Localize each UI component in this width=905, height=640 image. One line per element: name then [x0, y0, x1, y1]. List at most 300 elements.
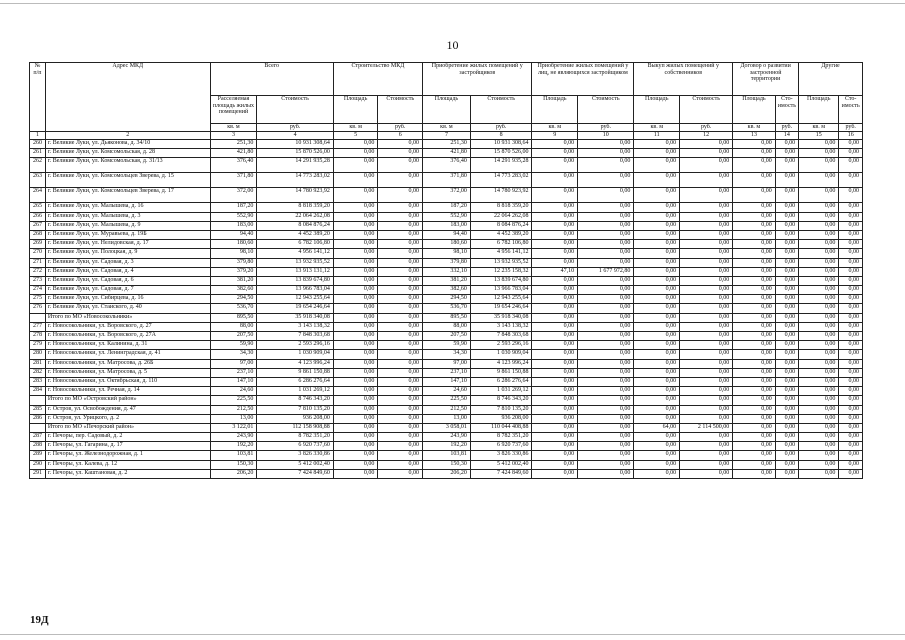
buyout-area: 0,00 [634, 249, 680, 258]
subheader-cost: Сто-имость [839, 96, 863, 124]
buyout-cost: 0,00 [680, 149, 733, 158]
buyout-cost: 0,00 [680, 350, 733, 359]
other-cost: 0,00 [839, 286, 863, 295]
non-developer-cost: 0,00 [578, 140, 634, 149]
table-row [30, 341, 863, 350]
developer-area: 552,90 [423, 212, 471, 221]
non-developer-cost: 0,00 [578, 442, 634, 451]
row-address: г. Новосокольники, ул. Речная, д. 14 [45, 387, 210, 396]
row-address: г. Печоры, пер. Садовый, д. 2 [45, 433, 210, 442]
scan-edge-bottom [0, 634, 905, 635]
row-address: г. Великие Луки, ул. Малышева, д. 3 [45, 212, 210, 221]
other-area: 0,00 [799, 377, 839, 386]
construction-cost: 0,00 [378, 173, 423, 188]
developer-cost: 7 424 849,60 [470, 469, 532, 478]
column-number: 9 [532, 132, 578, 140]
construction-cost: 0,00 [378, 332, 423, 341]
total-area: 379,80 [210, 258, 257, 267]
table-row [30, 286, 863, 295]
row-address: г. Великие Луки, ул. Комсомольская, д. 31/13 [45, 158, 210, 173]
total-area: 251,30 [210, 140, 257, 149]
row-address: г. Остров, ул. Урицкого, д. 2 [45, 414, 210, 423]
total-area: 376,40 [210, 158, 257, 173]
non-developer-cost: 0,00 [578, 414, 634, 423]
row-address: г. Печоры, ул. Железнодорожная, д. 1 [45, 451, 210, 460]
total-cost: 13 932 935,52 [257, 258, 333, 267]
row-number: 282 [30, 368, 46, 377]
total-area: 192,20 [210, 442, 257, 451]
total-cost: 4 956 141,12 [257, 249, 333, 258]
non-developer-area: 47,10 [532, 267, 578, 276]
row-number: 267 [30, 221, 46, 230]
other-cost: 0,00 [839, 188, 863, 203]
total-area: 237,10 [210, 368, 257, 377]
row-number: 286 [30, 414, 46, 423]
developer-area: 59,90 [423, 341, 471, 350]
non-developer-cost: 0,00 [578, 295, 634, 304]
header-num: № п/п [30, 63, 46, 132]
buyout-cost: 0,00 [680, 240, 733, 249]
table-row [30, 414, 863, 423]
non-developer-cost: 0,00 [578, 322, 634, 331]
contract-cost: 0,00 [775, 368, 798, 377]
construction-area: 0,00 [333, 350, 378, 359]
table-row [30, 249, 863, 258]
non-developer-cost: 0,00 [578, 368, 634, 377]
buyout-area: 0,00 [634, 460, 680, 469]
table-row [30, 276, 863, 285]
total-cost: 14 773 283,02 [257, 173, 333, 188]
buyout-cost: 0,00 [680, 469, 733, 478]
row-address: г. Великие Луки, ул. Муравьева, д. 19Б [45, 230, 210, 239]
other-area: 0,00 [799, 433, 839, 442]
contract-cost: 0,00 [775, 212, 798, 221]
total-cost: 6 782 106,80 [257, 240, 333, 249]
buyout-cost: 0,00 [680, 188, 733, 203]
row-number: 287 [30, 433, 46, 442]
contract-cost: 0,00 [775, 203, 798, 212]
construction-area: 0,00 [333, 322, 378, 331]
non-developer-cost: 0,00 [578, 221, 634, 230]
table-row [30, 387, 863, 396]
table-row [30, 212, 863, 221]
buyout-area: 0,00 [634, 332, 680, 341]
other-cost: 0,00 [839, 173, 863, 188]
total-cost: 14 291 935,28 [257, 158, 333, 173]
non-developer-cost: 0,00 [578, 158, 634, 173]
construction-area: 0,00 [333, 267, 378, 276]
row-number: 290 [30, 460, 46, 469]
row-address: Итого по МО «Островский район» [45, 396, 210, 405]
developer-area: 207,50 [423, 332, 471, 341]
row-number: 269 [30, 240, 46, 249]
contract-area: 0,00 [733, 158, 775, 173]
non-developer-area: 0,00 [532, 451, 578, 460]
subheader-cost: Стоимость [680, 96, 733, 124]
buyout-cost: 0,00 [680, 304, 733, 313]
non-developer-area: 0,00 [532, 359, 578, 368]
non-developer-cost: 0,00 [578, 460, 634, 469]
subheader-cost: Стоимость [578, 96, 634, 124]
non-developer-area: 0,00 [532, 258, 578, 267]
column-number: 11 [634, 132, 680, 140]
buyout-area: 0,00 [634, 276, 680, 285]
contract-area: 0,00 [733, 350, 775, 359]
table-row [30, 140, 863, 149]
row-number: 260 [30, 140, 46, 149]
header-total: Всего [210, 63, 333, 96]
developer-area: 895,50 [423, 313, 471, 322]
row-address: г. Новосокольники, ул. Воровского, д. 27А [45, 332, 210, 341]
non-developer-area: 0,00 [532, 276, 578, 285]
non-developer-area: 0,00 [532, 377, 578, 386]
buyout-area: 0,00 [634, 212, 680, 221]
buyout-area: 0,00 [634, 173, 680, 188]
unit-area: кв. м [634, 124, 680, 132]
other-area: 0,00 [799, 276, 839, 285]
other-area: 0,00 [799, 304, 839, 313]
column-number: 1 [30, 132, 46, 140]
unit-rub: руб. [680, 124, 733, 132]
total-area: 150,30 [210, 460, 257, 469]
non-developer-area: 0,00 [532, 173, 578, 188]
contract-cost: 0,00 [775, 405, 798, 414]
non-developer-cost: 0,00 [578, 258, 634, 267]
non-developer-cost: 0,00 [578, 249, 634, 258]
developer-cost: 6 920 737,60 [470, 442, 532, 451]
developer-cost: 19 654 246,64 [470, 304, 532, 313]
non-developer-area: 0,00 [532, 295, 578, 304]
contract-cost: 0,00 [775, 332, 798, 341]
other-cost: 0,00 [839, 423, 863, 432]
developer-cost: 4 956 141,12 [470, 249, 532, 258]
contract-area: 0,00 [733, 423, 775, 432]
other-area: 0,00 [799, 313, 839, 322]
other-area: 0,00 [799, 158, 839, 173]
row-number: 264 [30, 188, 46, 203]
other-cost: 0,00 [839, 350, 863, 359]
other-area: 0,00 [799, 350, 839, 359]
other-cost: 0,00 [839, 368, 863, 377]
contract-cost: 0,00 [775, 359, 798, 368]
table-row [30, 433, 863, 442]
developer-cost: 8 782 351,20 [470, 433, 532, 442]
other-area: 0,00 [799, 140, 839, 149]
contract-cost: 0,00 [775, 267, 798, 276]
construction-area: 0,00 [333, 368, 378, 377]
developer-cost: 12 235 158,32 [470, 267, 532, 276]
non-developer-cost: 0,00 [578, 396, 634, 405]
non-developer-area: 0,00 [532, 368, 578, 377]
table-row [30, 158, 863, 173]
other-area: 0,00 [799, 359, 839, 368]
column-number: 2 [45, 132, 210, 140]
construction-cost: 0,00 [378, 387, 423, 396]
row-address: г. Новосокольники, ул. Матросова, д. 5 [45, 368, 210, 377]
total-cost: 15 870 526,00 [257, 149, 333, 158]
buyout-cost: 0,00 [680, 405, 733, 414]
row-number: 270 [30, 249, 46, 258]
other-cost: 0,00 [839, 414, 863, 423]
developer-cost: 14 773 283,02 [470, 173, 532, 188]
non-developer-cost: 0,00 [578, 173, 634, 188]
row-address: г. Великие Луки, ул. Комсомольцев Зверева, д. 17 [45, 188, 210, 203]
non-developer-area: 0,00 [532, 414, 578, 423]
other-area: 0,00 [799, 221, 839, 230]
non-developer-cost: 0,00 [578, 377, 634, 386]
row-address: г. Великие Луки, ул. Комсомольская, д. 28 [45, 149, 210, 158]
total-area: 147,10 [210, 377, 257, 386]
construction-area: 0,00 [333, 276, 378, 285]
non-developer-area: 0,00 [532, 341, 578, 350]
other-area: 0,00 [799, 188, 839, 203]
construction-area: 0,00 [333, 460, 378, 469]
row-number: 278 [30, 332, 46, 341]
construction-area: 0,00 [333, 423, 378, 432]
contract-cost: 0,00 [775, 149, 798, 158]
contract-area: 0,00 [733, 451, 775, 460]
total-cost: 4 123 996,24 [257, 359, 333, 368]
non-developer-area: 0,00 [532, 423, 578, 432]
other-area: 0,00 [799, 267, 839, 276]
developer-area: 192,20 [423, 442, 471, 451]
subheader-resettled-area: Расселяемая площадь жилых помещений [210, 96, 257, 124]
row-number: 289 [30, 451, 46, 460]
contract-area: 0,00 [733, 140, 775, 149]
total-cost: 7 848 303,68 [257, 332, 333, 341]
contract-cost: 0,00 [775, 221, 798, 230]
construction-area: 0,00 [333, 258, 378, 267]
other-area: 0,00 [799, 258, 839, 267]
buyout-cost: 0,00 [680, 286, 733, 295]
total-cost: 3 826 330,86 [257, 451, 333, 460]
construction-area: 0,00 [333, 451, 378, 460]
contract-cost: 0,00 [775, 295, 798, 304]
buyout-area: 0,00 [634, 240, 680, 249]
construction-cost: 0,00 [378, 203, 423, 212]
row-address: Итого по МО «Новосокольники» [45, 313, 210, 322]
row-address: г. Великие Луки, ул. Дьяконова, д. 34/10 [45, 140, 210, 149]
page-number: 10 [446, 38, 459, 52]
other-area: 0,00 [799, 332, 839, 341]
construction-area: 0,00 [333, 221, 378, 230]
column-number: 4 [257, 132, 333, 140]
construction-area: 0,00 [333, 158, 378, 173]
subheader-area: Площадь [532, 96, 578, 124]
total-area: 371,80 [210, 173, 257, 188]
buyout-cost: 0,00 [680, 276, 733, 285]
unit-area: кв. м [423, 124, 471, 132]
row-address: г. Великие Луки, ул. Садовая, д. 4 [45, 267, 210, 276]
construction-cost: 0,00 [378, 230, 423, 239]
other-cost: 0,00 [839, 332, 863, 341]
total-area: 180,60 [210, 240, 257, 249]
contract-area: 0,00 [733, 221, 775, 230]
construction-area: 0,00 [333, 313, 378, 322]
contract-cost: 0,00 [775, 387, 798, 396]
contract-area: 0,00 [733, 203, 775, 212]
row-address: г. Остров, ул. Освобождения, д. 47 [45, 405, 210, 414]
buyout-cost: 0,00 [680, 140, 733, 149]
contract-area: 0,00 [733, 433, 775, 442]
non-developer-area: 0,00 [532, 304, 578, 313]
buyout-area: 0,00 [634, 258, 680, 267]
construction-area: 0,00 [333, 405, 378, 414]
buyout-area: 0,00 [634, 140, 680, 149]
non-developer-cost: 0,00 [578, 332, 634, 341]
buyout-cost: 0,00 [680, 158, 733, 173]
construction-cost: 0,00 [378, 276, 423, 285]
non-developer-cost: 0,00 [578, 276, 634, 285]
subheader-cost: Стоимость [470, 96, 532, 124]
buyout-cost: 0,00 [680, 249, 733, 258]
contract-cost: 0,00 [775, 286, 798, 295]
construction-area: 0,00 [333, 304, 378, 313]
table-row [30, 332, 863, 341]
subheader-area: Площадь [634, 96, 680, 124]
non-developer-cost: 0,00 [578, 149, 634, 158]
table-row [30, 203, 863, 212]
non-developer-area: 0,00 [532, 322, 578, 331]
non-developer-area: 0,00 [532, 469, 578, 478]
developer-cost: 4 452 389,20 [470, 230, 532, 239]
construction-area: 0,00 [333, 469, 378, 478]
developer-area: 98,10 [423, 249, 471, 258]
row-number: 288 [30, 442, 46, 451]
contract-cost: 0,00 [775, 188, 798, 203]
total-cost: 6 286 276,64 [257, 377, 333, 386]
non-developer-cost: 0,00 [578, 423, 634, 432]
total-area: 59,90 [210, 341, 257, 350]
total-cost: 1 031 269,12 [257, 387, 333, 396]
buyout-cost: 0,00 [680, 173, 733, 188]
other-cost: 0,00 [839, 460, 863, 469]
non-developer-cost: 0,00 [578, 240, 634, 249]
construction-cost: 0,00 [378, 258, 423, 267]
other-cost: 0,00 [839, 203, 863, 212]
developer-area: 332,10 [423, 267, 471, 276]
construction-cost: 0,00 [378, 221, 423, 230]
construction-cost: 0,00 [378, 249, 423, 258]
construction-cost: 0,00 [378, 359, 423, 368]
total-area: 88,00 [210, 322, 257, 331]
contract-area: 0,00 [733, 240, 775, 249]
contract-area: 0,00 [733, 322, 775, 331]
developer-cost: 1 031 269,12 [470, 387, 532, 396]
total-cost: 22 064 262,08 [257, 212, 333, 221]
non-developer-area: 0,00 [532, 433, 578, 442]
total-area: 98,10 [210, 249, 257, 258]
unit-area: кв. м [733, 124, 775, 132]
buyout-cost: 0,00 [680, 332, 733, 341]
developer-cost: 4 123 996,24 [470, 359, 532, 368]
contract-area: 0,00 [733, 368, 775, 377]
other-area: 0,00 [799, 387, 839, 396]
other-cost: 0,00 [839, 387, 863, 396]
total-cost: 936 208,00 [257, 414, 333, 423]
row-address: г. Печоры, ул. Каштановая, д. 2 [45, 469, 210, 478]
construction-area: 0,00 [333, 230, 378, 239]
buyout-area: 0,00 [634, 433, 680, 442]
other-area: 0,00 [799, 149, 839, 158]
non-developer-area: 0,00 [532, 158, 578, 173]
row-number: 261 [30, 149, 46, 158]
total-cost: 12 943 255,64 [257, 295, 333, 304]
buyout-area: 0,00 [634, 396, 680, 405]
contract-area: 0,00 [733, 332, 775, 341]
contract-area: 0,00 [733, 414, 775, 423]
other-area: 0,00 [799, 249, 839, 258]
total-cost: 8 818 359,20 [257, 203, 333, 212]
header-other: Другие [799, 63, 863, 96]
construction-area: 0,00 [333, 332, 378, 341]
developer-cost: 8 746 343,20 [470, 396, 532, 405]
column-number: 16 [839, 132, 863, 140]
non-developer-area: 0,00 [532, 396, 578, 405]
non-developer-area: 0,00 [532, 221, 578, 230]
non-developer-area: 0,00 [532, 442, 578, 451]
total-area: 207,50 [210, 332, 257, 341]
other-cost: 0,00 [839, 396, 863, 405]
buyout-area: 0,00 [634, 405, 680, 414]
developer-cost: 7 810 135,20 [470, 405, 532, 414]
subheader-area: Площадь [799, 96, 839, 124]
row-number: 262 [30, 158, 46, 173]
other-cost: 0,00 [839, 442, 863, 451]
construction-cost: 0,00 [378, 350, 423, 359]
construction-area: 0,00 [333, 359, 378, 368]
construction-area: 0,00 [333, 433, 378, 442]
total-area: 97,00 [210, 359, 257, 368]
buyout-cost: 0,00 [680, 221, 733, 230]
construction-area: 0,00 [333, 442, 378, 451]
buyout-cost: 0,00 [680, 341, 733, 350]
construction-cost: 0,00 [378, 460, 423, 469]
developer-area: 243,90 [423, 433, 471, 442]
construction-area: 0,00 [333, 396, 378, 405]
developer-cost: 2 593 296,16 [470, 341, 532, 350]
header-contract: Договор о развитии застроенной территории [733, 63, 799, 96]
table-row [30, 149, 863, 158]
non-developer-cost: 0,00 [578, 387, 634, 396]
developer-area: 237,10 [423, 368, 471, 377]
other-cost: 0,00 [839, 240, 863, 249]
column-number: 6 [378, 132, 423, 140]
row-address: г. Новосокольники, ул. Воровского, д. 27 [45, 322, 210, 331]
row-number: 273 [30, 276, 46, 285]
total-area: 421,80 [210, 149, 257, 158]
row-address: г. Великие Луки, ул. Садовая, д. 3 [45, 258, 210, 267]
other-area: 0,00 [799, 341, 839, 350]
total-area: 34,30 [210, 350, 257, 359]
non-developer-cost: 0,00 [578, 286, 634, 295]
other-area: 0,00 [799, 230, 839, 239]
subheader-cost: Стоимость [378, 96, 423, 124]
row-number: 272 [30, 267, 46, 276]
row-address: г. Новосокольники, ул. Матросова, д. 26Б [45, 359, 210, 368]
contract-area: 0,00 [733, 276, 775, 285]
table-row [30, 350, 863, 359]
developer-cost: 110 044 408,88 [470, 423, 532, 432]
contract-cost: 0,00 [775, 423, 798, 432]
developer-area: 103,81 [423, 451, 471, 460]
total-area: 212,50 [210, 405, 257, 414]
table-row [30, 322, 863, 331]
developer-area: 382,60 [423, 286, 471, 295]
column-number: 7 [423, 132, 471, 140]
subheader-cost: Сто-имость [775, 96, 798, 124]
developer-cost: 8 818 359,20 [470, 203, 532, 212]
